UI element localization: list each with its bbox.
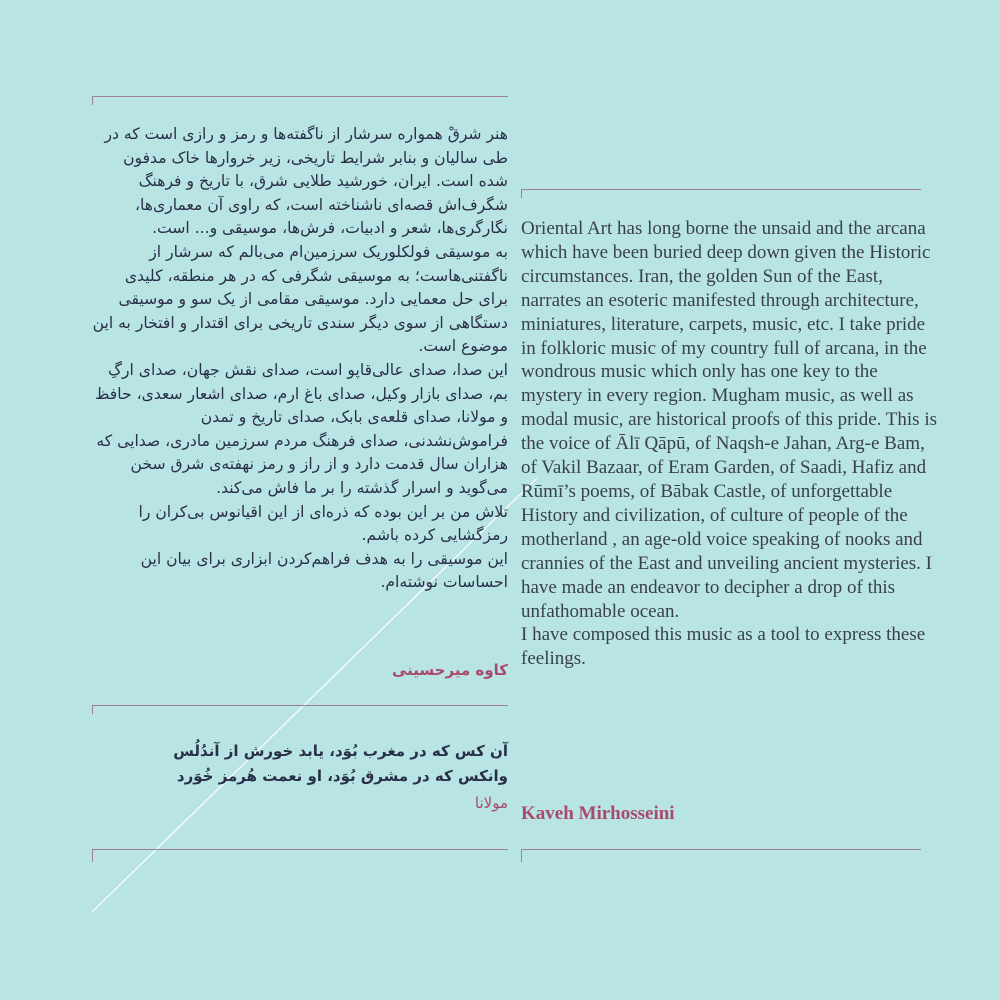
persian-signature: کاوه میرحسینی [392,661,508,679]
english-body-text [521,217,941,671]
english-paragraph: I have composed this music as a tool to express these feelings. [521,624,926,670]
persian-paragraph: هنر شرقْ همواره سرشار از ناگفته‌ها و رمز و رازی است که در طی سالیان و بنابر شرایط تاریخی، زیر خروارها خاک مدفون شده است. ایران، خورشید طلایی شرق، با تاریخ و فرهنگ شگرف‌اش قصه‌ای ناشناخته است، که راوی آن معماری‌ها، نگارگری‌ها، شعر و ادبیات، فرش‌ها، موسیقی و... است. [104,125,508,238]
poem-author: مولانا [474,794,508,812]
poem-line: آن کس که در مغرب بُوَد، یابد خورش از آندُلُس [173,742,508,760]
poem-line: وانکس که در مشرق بُوَد، او نعمت هُرمز خُوَرد [176,767,508,785]
persian-paragraph: به موسیقی فولکلوریک سرزمین‌ام می‌بالم که سرشار از ناگفتنی‌هاست؛ به موسیقی شگرفی که در هر منطقه، کلیدی برای حل معمایی دارد. موسیقی مقامی از یک سو و موسیقی دستگاهی از سوی دیگر سندی تاریخی برای اقتدار و افتخار به این موضوع است. [92,242,508,356]
english-signature: Kaveh Mirhosseini [521,803,675,824]
persian-paragraph: این صدا، صدای عالی‌قاپو است، صدای نقش جهان، صدای ارگِ بم، صدای بازار وکیل، صدای باغ ارم، صدای اشعار سعدی، حافظ و مولانا، صدای قلعه‌ی بابک، صدای تاریخ و تمدن فراموش‌نشدنی، صدای فرهنگ مردم سرزمین مادری، صدایی که هزاران سال قدمت دارد و از راز و رمز نهفته‌ی شرق سخن می‌گوید و اسرار گذشته را بر ما فاش می‌کند. [94,360,508,497]
persian-poem [92,739,508,789]
persian-paragraph: تلاش من بر این بوده که ذره‌ای از این اقیانوس بی‌کران را رمزگشایی کرده باشم. [138,502,508,545]
persian-paragraph: این موسیقی را به هدف فراهم‌کردن ابزاری برای بیان این احساسات نوشته‌ام. [140,549,508,592]
english-paragraph: Oriental Art has long borne the unsaid and the arcana which have been buried deep down given the Historic circumstances. Iran, the golden Sun of the East, narrates an esoteric manifested through architecture, miniatures, literature, carpets, music, etc. I take pride in folkloric music of my country full of arcana, in the wondrous music which only has one key to the mystery in every region. Mugham music, as well as modal music, are historical proofs of this pride. This is the voice of Ālī Qāpū, of Naqsh-e Jahan, Arg-e Bam, of Vakil Bazaar, of Eram Garden, of Saadi, Hafiz and Rūmī’s poems, of Bābak Castle, of unforgettable History and civilization, of culture of people of the motherland , an age-old voice speaking of nooks and crannies of the East and unveiling ancient mysteries. I have made an endeavor to decipher a drop of this unfathomable ocean. [521,218,937,622]
persian-body-text [92,123,508,595]
